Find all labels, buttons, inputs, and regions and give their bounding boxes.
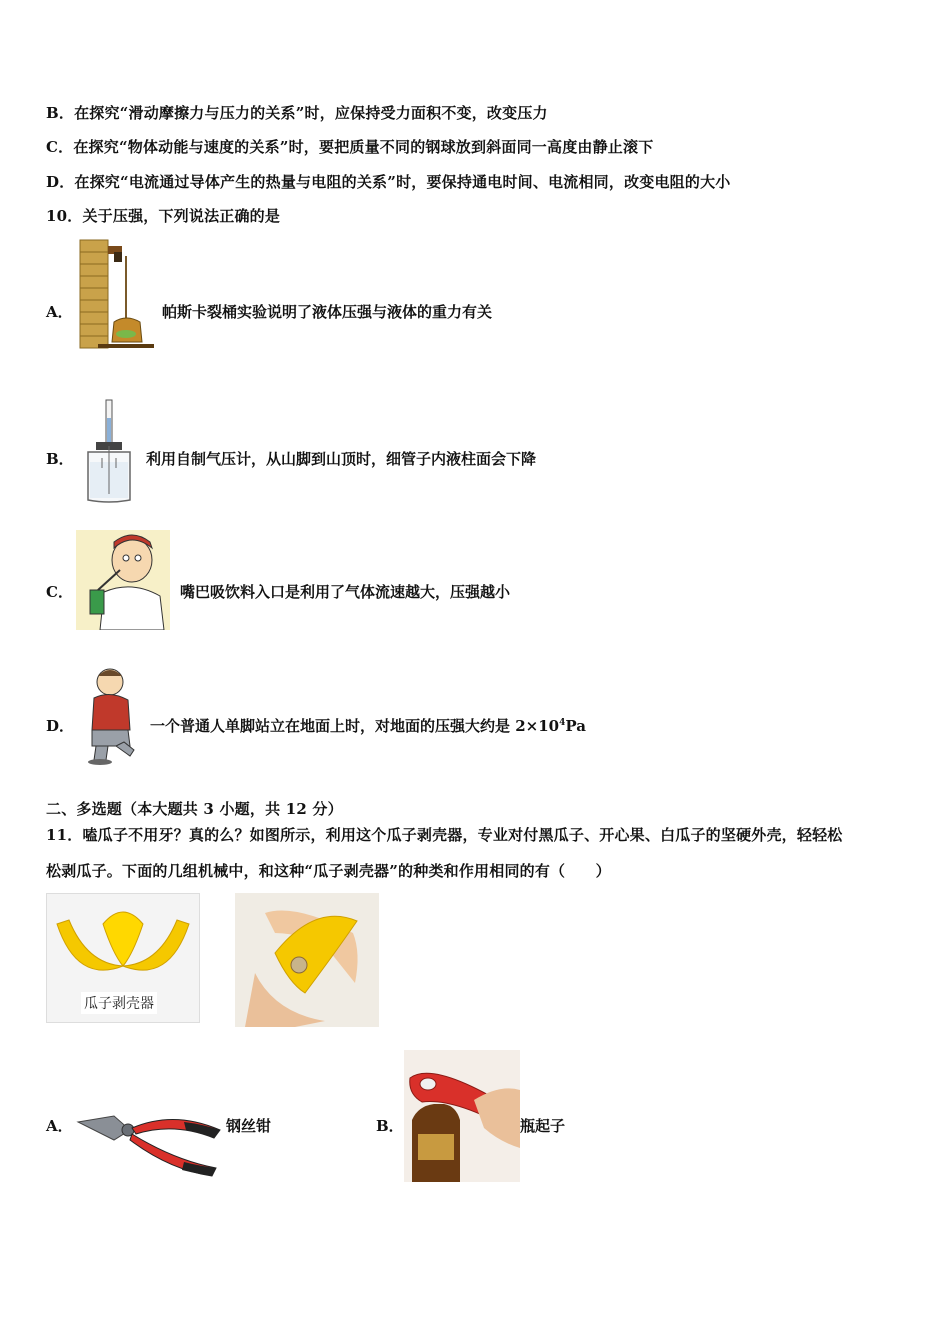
shell-opener-photo-1 — [46, 893, 200, 1023]
q10-option-a-text: 帕斯卡裂桶实验说明了液体压强与液体的重力有关 — [162, 303, 493, 321]
section-heading: 二、多选题（本大题共 3 小题，共 12 分） — [46, 800, 343, 818]
q11-option-a-label: A． — [46, 1117, 73, 1135]
q10-stem: 10．关于压强，下列说法正确的是 — [46, 207, 281, 225]
pascal-barrel-figure — [78, 238, 156, 352]
q11-stem-line1: 11．嗑瓜子不用牙？真的么？如图所示，利用这个瓜子剥壳器，专业对付黑瓜子、开心果、白瓜子的坚硬外壳，轻轻松 — [46, 826, 843, 844]
q10-option-d-text: 一个普通人单脚站立在地面上时，对地面的压强大约是 $2\times 10^4Pa$ — [150, 717, 586, 735]
q10-option-a-label: A． — [46, 303, 73, 321]
shell-opener-caption: 瓜子剥壳器 — [81, 992, 157, 1014]
q9-option-b: B．在探究“滑动摩擦力与压力的关系”时，应保持受力面积不变，改变压力 — [46, 104, 548, 122]
drinking-straw-figure — [76, 530, 170, 630]
q10-option-c-text: 嘴巴吸饮料入口是利用了气体流速越大，压强越小 — [180, 583, 511, 601]
q10-option-d-label: D． — [46, 717, 75, 735]
shell-opener-photo-2 — [235, 893, 379, 1027]
barometer-jar-figure — [82, 398, 138, 506]
q11-stem-line2: 松剥瓜子。下面的几组机械中，和这种“瓜子剥壳器”的种类和作用相同的有（ ） — [46, 862, 611, 880]
q11-option-a-text: 钢丝钳 — [226, 1117, 272, 1135]
q9-option-c: C．在探究“物体动能与速度的关系”时，要把质量不同的钢球放到斜面同一高度由静止滚下 — [46, 138, 654, 156]
q10-option-b-text: 利用自制气压计，从山脚到山顶时，细管子内液柱面会下降 — [146, 450, 537, 468]
q10-option-b-label: B． — [46, 450, 74, 468]
q9-option-d: D．在探究“电流通过导体产生的热量与电阻的关系”时，要保持通电时间、电流相同，改变电阻的大小 — [46, 173, 731, 191]
pliers-figure — [74, 1100, 224, 1182]
bottle-opener-figure — [404, 1050, 520, 1182]
q11-option-b-label: B． — [376, 1117, 404, 1135]
q10-option-c-label: C． — [46, 583, 73, 601]
standing-person-figure — [72, 666, 144, 766]
q11-option-b-text: 瓶起子 — [520, 1117, 566, 1135]
